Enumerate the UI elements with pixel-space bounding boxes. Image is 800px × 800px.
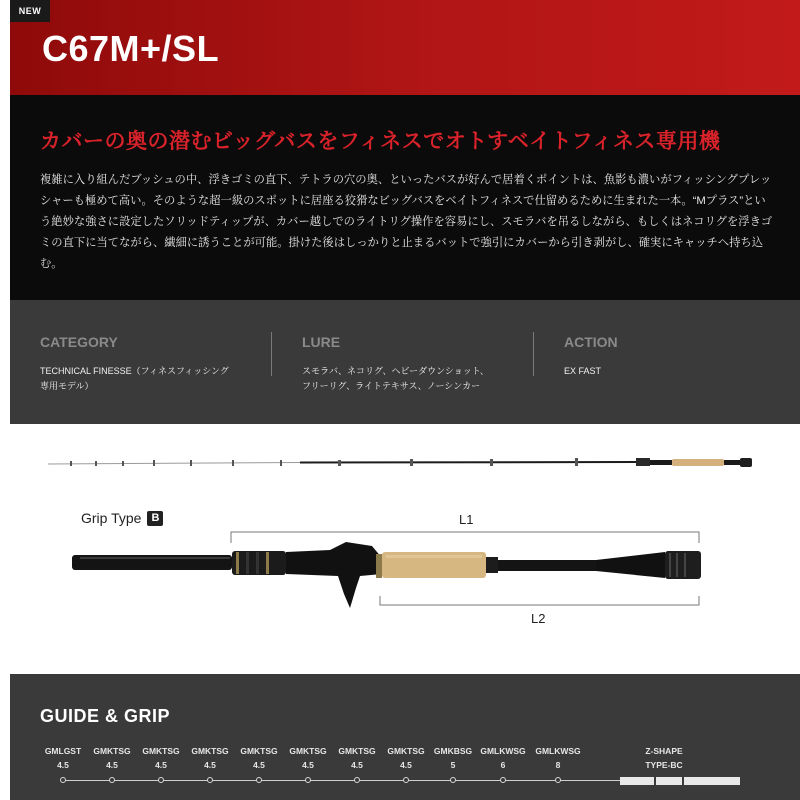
catch-copy: カバーの奥の潜むビッグバスをフィネスでオトすベイトフィネス専用機 [40, 130, 721, 153]
guide-name: GMKTSG [387, 746, 425, 756]
grip-closeup-image [0, 424, 800, 674]
grip-segment [656, 777, 682, 785]
rod-illustration [0, 424, 800, 674]
guide-item [89, 744, 135, 772]
spec-divider [271, 332, 272, 376]
description-line: う絶妙な強さに設定したソリッドティップが、カバー越しでのライトリグ操作を容易にし、スモラバを吊るしながら、もしくはネコリグを浮きゴ [40, 216, 773, 228]
guide-name: GMLKWSG [535, 746, 581, 756]
product-header [10, 0, 800, 95]
spec-value-line: フリーリグ、ライトテキサス、ノーシンカー [302, 381, 481, 391]
guide-grip-title: GUIDE & GRIP [40, 706, 171, 726]
guide-item [40, 744, 86, 772]
guide-dot [207, 777, 213, 783]
grip-type-text: Grip Type [81, 510, 142, 526]
guide-item [383, 744, 429, 772]
guide-dot [500, 777, 506, 783]
guide-item [334, 744, 380, 772]
guide-axis-line [62, 780, 622, 781]
guide-dot [158, 777, 164, 783]
guide-item [138, 744, 184, 772]
guide-dot [403, 777, 409, 783]
l1-label: L1 [459, 512, 474, 527]
grip-type-letter: B [147, 511, 163, 526]
spec-category-value [40, 364, 250, 394]
spec-lure [302, 334, 512, 394]
guide-item [535, 744, 581, 772]
model-title: C67M+/SL [42, 28, 220, 69]
spec-category-label: CATEGORY [40, 334, 118, 350]
guide-item [480, 744, 526, 772]
guide-name: GMLKWSG [480, 746, 526, 756]
grip-name-line: Z-SHAPE [645, 746, 683, 756]
description-section [10, 95, 800, 300]
guide-size: 6 [500, 760, 506, 770]
guide-size: 4.5 [400, 760, 412, 770]
description-line: ミの直下に当てながら、繊細に誘うことが可能。掛けた後はしっかりと止まるバットで強引にカバーから引き剥がし、確実にキャッチへ持ち込 [40, 237, 764, 249]
guide-dot [60, 777, 66, 783]
description-line: 複雑に入り組んだブッシュの中、浮きゴミの直下、テトラの穴の奥、といったバスが好んで居着くポイントは、魚影も濃いがフィッシングプレッ [40, 174, 772, 186]
grip-type-name [636, 744, 692, 772]
guide-item [430, 744, 476, 772]
guide-dot [555, 777, 561, 783]
guide-name: GMKTSG [240, 746, 278, 756]
spec-value-line: スモラバ、ネコリグ、ヘビーダウンショット、 [302, 366, 489, 376]
description-line: シャーも極めて高い。そのような超一級のスポットに居座る狡猾なビッグバスをベイトフィネスで仕留めるために生まれた一本。“Mプラス”とい [40, 195, 766, 207]
guide-size: 4.5 [204, 760, 216, 770]
guide-dot [109, 777, 115, 783]
guide-size: 4.5 [253, 760, 265, 770]
guide-name: GMKTSG [338, 746, 376, 756]
spec-lure-label: LURE [302, 334, 341, 350]
guide-name: GMKTSG [142, 746, 180, 756]
guide-size: 4.5 [57, 760, 69, 770]
guide-name: GMKTSG [191, 746, 229, 756]
spec-action-label: ACTION [564, 334, 618, 350]
spec-category [40, 334, 250, 394]
guide-item [236, 744, 282, 772]
guide-grip-section [10, 674, 800, 800]
spec-value-line: TECHNICAL FINESSE（フィネスフィッシング [40, 366, 229, 376]
guide-size: 4.5 [155, 760, 167, 770]
spec-divider [533, 332, 534, 376]
grip-name-line: TYPE-BC [645, 760, 683, 770]
guide-size: 5 [450, 760, 456, 770]
spec-action [564, 334, 774, 379]
spec-value-line: EX FAST [564, 366, 602, 376]
description-body [40, 170, 780, 275]
guide-dot [305, 777, 311, 783]
grip-segment [684, 777, 740, 785]
guide-size: 4.5 [351, 760, 363, 770]
spec-strip [10, 300, 800, 424]
description-line: む。 [40, 258, 63, 270]
guide-name: GMLGST [44, 746, 82, 756]
guide-dot [256, 777, 262, 783]
spec-lure-value [302, 364, 512, 394]
spec-action-value [564, 364, 774, 379]
guide-item [285, 744, 331, 772]
guide-dot [450, 777, 456, 783]
guide-name: GMKTSG [289, 746, 327, 756]
guide-item [187, 744, 233, 772]
guide-name: GMKTSG [93, 746, 131, 756]
spec-value-line: 専用モデル） [40, 381, 94, 391]
guide-size: 8 [555, 760, 561, 770]
guide-size: 4.5 [106, 760, 118, 770]
guide-dot [354, 777, 360, 783]
new-badge: NEW [10, 0, 50, 22]
grip-segment [620, 777, 654, 785]
l2-label: L2 [531, 611, 546, 626]
guide-size: 4.5 [302, 760, 314, 770]
guide-name: GMKBSG [433, 746, 473, 756]
